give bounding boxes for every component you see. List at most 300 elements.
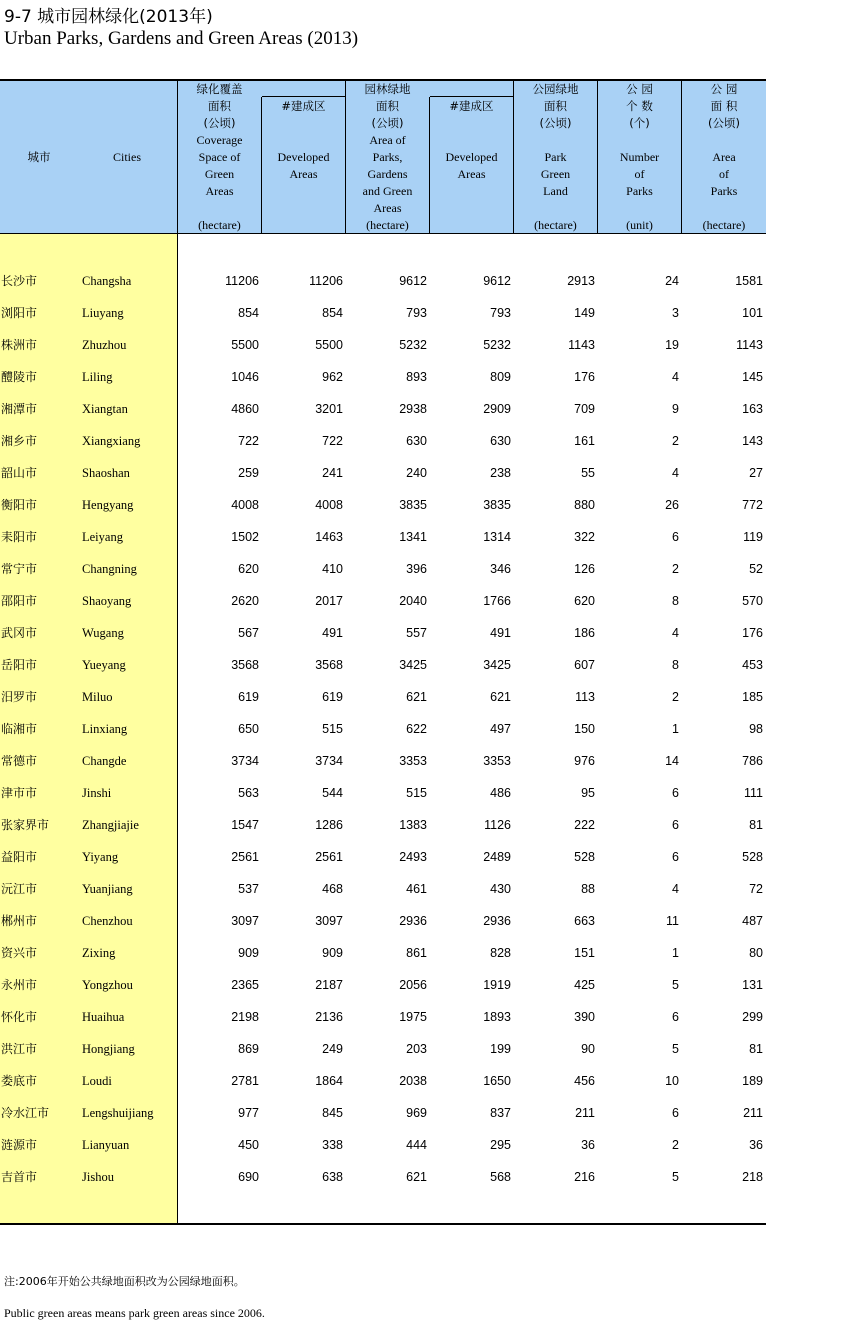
city-name-cn: 韶山市: [1, 466, 38, 480]
table-row: [0, 846, 766, 868]
cell-pgl: 528: [574, 850, 595, 864]
cell-area: 786: [742, 754, 763, 768]
city-name-cn: 邵阳市: [1, 594, 38, 608]
cell-cov-dev: 2187: [315, 978, 343, 992]
header-city-cn: 城市: [27, 150, 51, 164]
cell-cov-dev: 338: [322, 1138, 343, 1152]
cell-num: 6: [672, 786, 679, 800]
city-name-cn: 永州市: [1, 978, 38, 992]
city-name-cn: 洪江市: [1, 1042, 38, 1056]
header-coverage-label: 面积 (公顷) Coverage Space of Green Areas: [196, 99, 243, 198]
city-name-cn: 常德市: [1, 754, 38, 768]
table-row: [0, 270, 766, 292]
cell-park: 621: [406, 690, 427, 704]
city-name-cn: 岳阳市: [1, 658, 38, 672]
cell-park: 630: [406, 434, 427, 448]
cell-area: 131: [742, 978, 763, 992]
city-name-en: Lengshuijiang: [82, 1106, 154, 1120]
cell-park-dev: 295: [490, 1138, 511, 1152]
cell-pgl: 176: [574, 370, 595, 384]
cell-cov-dev: 1864: [315, 1074, 343, 1088]
table-row: [0, 686, 766, 708]
cell-pgl: 607: [574, 658, 595, 672]
cell-park: 622: [406, 722, 427, 736]
cell-num: 1: [672, 722, 679, 736]
city-name-en: Liuyang: [82, 306, 124, 320]
cell-area: 27: [749, 466, 763, 480]
cell-pgl: 150: [574, 722, 595, 736]
cell-park: 893: [406, 370, 427, 384]
city-name-en: Liling: [82, 370, 113, 384]
city-name-cn: 湘潭市: [1, 402, 38, 416]
city-name-en: Xiangxiang: [82, 434, 141, 448]
cell-pgl: 161: [574, 434, 595, 448]
table-row: [0, 782, 766, 804]
page-title-en: Urban Parks, Gardens and Green Areas (2013): [4, 28, 359, 49]
cell-cov: 2198: [231, 1010, 259, 1024]
cell-num: 8: [672, 594, 679, 608]
cell-park-dev: 630: [490, 434, 511, 448]
cell-cov-dev: 854: [322, 306, 343, 320]
cell-park-dev: 9612: [483, 274, 511, 288]
cell-park-dev: 1919: [483, 978, 511, 992]
city-name-cn: 株洲市: [1, 338, 38, 352]
cell-num: 8: [672, 658, 679, 672]
cell-park-dev: 3425: [483, 658, 511, 672]
cell-cov: 537: [238, 882, 259, 896]
cell-pgl: 425: [574, 978, 595, 992]
table-row: [0, 1102, 766, 1124]
city-name-en: Yuanjiang: [82, 882, 133, 896]
cell-cov-dev: 619: [322, 690, 343, 704]
table-row: [0, 462, 766, 484]
header-parks-group: 园林绿地: [364, 82, 411, 96]
header-area-of-parks: 公 园 面 积 (公顷) Area of Parks: [708, 82, 740, 198]
city-name-en: Hongjiang: [82, 1042, 135, 1056]
city-name-cn: 长沙市: [1, 274, 38, 288]
city-name-cn: 临湘市: [1, 722, 38, 736]
cell-cov-dev: 2136: [315, 1010, 343, 1024]
cell-cov-dev: 638: [322, 1170, 343, 1184]
cell-cov-dev: 3734: [315, 754, 343, 768]
cell-park: 2938: [399, 402, 427, 416]
cell-pgl: 149: [574, 306, 595, 320]
table-row: [0, 1006, 766, 1028]
header-number-of-parks: 公 园 个 数 (个) Number of Parks: [619, 82, 660, 198]
city-name-en: Changde: [82, 754, 127, 768]
cell-park-dev: 491: [490, 626, 511, 640]
cell-cov: 3734: [231, 754, 259, 768]
cell-pgl: 151: [574, 946, 595, 960]
cell-area: 570: [742, 594, 763, 608]
cell-num: 4: [672, 626, 679, 640]
header-parks-unit: (hectare): [366, 218, 409, 232]
table-row: [0, 302, 766, 324]
city-name-en: Chenzhou: [82, 914, 133, 928]
cell-park-dev: 1766: [483, 594, 511, 608]
cell-pgl: 709: [574, 402, 595, 416]
cell-pgl: 126: [574, 562, 595, 576]
table-row: [0, 622, 766, 644]
cell-park: 3353: [399, 754, 427, 768]
cell-cov: 2561: [231, 850, 259, 864]
cell-cov: 869: [238, 1042, 259, 1056]
city-name-en: Zixing: [82, 946, 116, 960]
city-name-en: Shaoyang: [82, 594, 132, 608]
cell-cov: 3568: [231, 658, 259, 672]
city-name-en: Jishou: [82, 1170, 114, 1184]
cell-park-dev: 1314: [483, 530, 511, 544]
city-name-cn: 沅江市: [1, 882, 38, 896]
cell-num: 2: [672, 562, 679, 576]
city-name-en: Wugang: [82, 626, 124, 640]
cell-pgl: 186: [574, 626, 595, 640]
cell-cov-dev: 1463: [315, 530, 343, 544]
cell-num: 2: [672, 434, 679, 448]
cell-pgl: 36: [581, 1138, 595, 1152]
cell-park-dev: 793: [490, 306, 511, 320]
cell-cov: 690: [238, 1170, 259, 1184]
cell-area: 143: [742, 434, 763, 448]
cell-pgl: 211: [575, 1106, 595, 1120]
header-developed-1: #建成区 Developed Areas: [277, 99, 330, 181]
cell-park-dev: 2909: [483, 402, 511, 416]
cell-num: 2: [672, 690, 679, 704]
cell-pgl: 95: [581, 786, 595, 800]
header-area-of-parks-unit: (hectare): [702, 218, 746, 232]
city-name-cn: 吉首市: [1, 1170, 38, 1184]
city-name-cn: 衡阳市: [1, 498, 38, 512]
city-name-cn: 津市市: [1, 786, 38, 800]
table-row: [0, 1070, 766, 1092]
cell-num: 3: [672, 306, 679, 320]
cell-area: 52: [749, 562, 763, 576]
city-name-en: Yongzhou: [82, 978, 133, 992]
cell-area: 163: [742, 402, 763, 416]
cell-pgl: 222: [574, 818, 595, 832]
cell-num: 2: [672, 1138, 679, 1152]
cell-num: 24: [665, 274, 679, 288]
cell-cov: 2365: [231, 978, 259, 992]
cell-cov: 909: [238, 946, 259, 960]
cell-area: 81: [749, 1042, 763, 1056]
city-name-en: Xiangtan: [82, 402, 128, 416]
table-bottom-rule: [0, 1223, 766, 1225]
table-row: [0, 942, 766, 964]
header-parks-label: 面积 (公顷) Area of Parks, Gardens and Green Areas: [362, 99, 413, 215]
table-row: [0, 878, 766, 900]
header-park-green-land: 公园绿地 面积 (公顷) Park Green Land: [532, 82, 579, 198]
cell-pgl: 216: [574, 1170, 595, 1184]
cell-cov: 4008: [231, 498, 259, 512]
cell-area: 36: [749, 1138, 763, 1152]
city-name-en: Yiyang: [82, 850, 119, 864]
cell-park-dev: 1650: [483, 1074, 511, 1088]
city-name-cn: 耒阳市: [1, 530, 38, 544]
cell-area: 211: [743, 1106, 763, 1120]
cell-num: 5: [672, 1170, 679, 1184]
city-name-en: Loudi: [82, 1074, 112, 1088]
cell-num: 11: [666, 914, 679, 928]
cell-park: 461: [406, 882, 427, 896]
cell-park: 203: [406, 1042, 427, 1056]
city-name-en: Leiyang: [82, 530, 123, 544]
cell-park-dev: 199: [490, 1042, 511, 1056]
cell-park-dev: 809: [490, 370, 511, 384]
cell-cov-dev: 909: [322, 946, 343, 960]
cell-park-dev: 1893: [483, 1010, 511, 1024]
table-row: [0, 558, 766, 580]
cell-pgl: 1143: [568, 338, 595, 352]
cell-park: 2936: [399, 914, 427, 928]
cell-park: 2056: [399, 978, 427, 992]
cell-park: 9612: [399, 274, 427, 288]
cell-cov-dev: 3097: [315, 914, 343, 928]
cell-cov-dev: 468: [322, 882, 343, 896]
cell-cov-dev: 249: [322, 1042, 343, 1056]
cell-area: 145: [742, 370, 763, 384]
cell-park-dev: 568: [490, 1170, 511, 1184]
cell-cov: 722: [238, 434, 259, 448]
header-city-en: Cities: [112, 150, 141, 164]
cell-park-dev: 2489: [483, 850, 511, 864]
cell-park: 5232: [399, 338, 427, 352]
table-row: [0, 1166, 766, 1188]
cell-num: 6: [672, 530, 679, 544]
cell-num: 14: [665, 754, 679, 768]
city-name-cn: 湘乡市: [1, 434, 38, 448]
cell-park-dev: 5232: [483, 338, 511, 352]
cell-park: 2038: [399, 1074, 427, 1088]
cell-area: 218: [742, 1170, 763, 1184]
cell-pgl: 663: [574, 914, 595, 928]
cell-park: 2040: [399, 594, 427, 608]
city-name-cn: 张家界市: [1, 818, 50, 832]
city-name-en: Hengyang: [82, 498, 134, 512]
cell-cov-dev: 491: [322, 626, 343, 640]
cell-pgl: 390: [574, 1010, 595, 1024]
table-row: [0, 494, 766, 516]
cell-cov-dev: 1286: [315, 818, 343, 832]
table-row: [0, 1038, 766, 1060]
cell-park-dev: 3353: [483, 754, 511, 768]
cell-cov-dev: 544: [322, 786, 343, 800]
cell-pgl: 55: [581, 466, 595, 480]
table-row: [0, 814, 766, 836]
cell-area: 98: [749, 722, 763, 736]
city-name-en: Changsha: [82, 274, 132, 288]
cell-area: 176: [742, 626, 763, 640]
cell-pgl: 456: [574, 1074, 595, 1088]
cell-cov-dev: 2561: [315, 850, 343, 864]
cell-cov-dev: 11206: [309, 274, 343, 288]
subheader-rule: [262, 96, 345, 97]
table-row: [0, 430, 766, 452]
header-number-of-parks-unit: (unit): [626, 218, 653, 232]
footnote-cn: 注:2006年开始公共绿地面积改为公园绿地面积。: [4, 1275, 245, 1288]
city-name-en: Miluo: [82, 690, 113, 704]
cell-num: 4: [672, 370, 679, 384]
city-name-en: Zhuzhou: [82, 338, 127, 352]
cell-park-dev: 497: [490, 722, 511, 736]
cell-park: 3425: [399, 658, 427, 672]
cell-park: 861: [406, 946, 427, 960]
cell-pgl: 620: [574, 594, 595, 608]
cell-park: 621: [406, 1170, 427, 1184]
cell-pgl: 976: [574, 754, 595, 768]
city-name-en: Linxiang: [82, 722, 128, 736]
cell-cov: 450: [238, 1138, 259, 1152]
city-name-cn: 娄底市: [1, 1074, 38, 1088]
cell-park: 2493: [399, 850, 427, 864]
cell-area: 487: [742, 914, 763, 928]
city-name-cn: 醴陵市: [1, 370, 38, 384]
cell-num: 4: [672, 466, 679, 480]
cell-num: 6: [672, 1010, 679, 1024]
table-row: [0, 334, 766, 356]
footnote-en: Public green areas means park green areas since 2006.: [4, 1306, 265, 1320]
cell-cov-dev: 2017: [315, 594, 343, 608]
cell-cov: 11206: [225, 274, 259, 288]
cell-park: 396: [406, 562, 427, 576]
cell-park-dev: 828: [490, 946, 511, 960]
cell-park-dev: 430: [490, 882, 511, 896]
cell-cov: 620: [238, 562, 259, 576]
city-name-en: Zhangjiajie: [82, 818, 139, 832]
cell-park-dev: 621: [490, 690, 511, 704]
cell-cov: 650: [238, 722, 259, 736]
cell-cov-dev: 845: [322, 1106, 343, 1120]
cell-park-dev: 346: [490, 562, 511, 576]
cell-cov-dev: 3201: [315, 402, 343, 416]
cell-cov: 1547: [231, 818, 259, 832]
cell-park: 1341: [399, 530, 427, 544]
city-name-cn: 浏阳市: [1, 306, 38, 320]
city-name-en: Yueyang: [82, 658, 126, 672]
city-name-cn: 汨罗市: [1, 690, 38, 704]
cell-park: 240: [406, 466, 427, 480]
cell-park: 557: [406, 626, 427, 640]
cell-park: 1383: [399, 818, 427, 832]
table-row: [0, 398, 766, 420]
table-row: [0, 590, 766, 612]
cell-cov: 5500: [231, 338, 259, 352]
table-row: [0, 654, 766, 676]
cell-cov: 854: [238, 306, 259, 320]
cell-cov: 563: [238, 786, 259, 800]
cell-area: 528: [742, 850, 763, 864]
cell-area: 80: [749, 946, 763, 960]
cell-pgl: 90: [581, 1042, 595, 1056]
table-row: [0, 366, 766, 388]
cell-park-dev: 486: [490, 786, 511, 800]
city-name-en: Shaoshan: [82, 466, 130, 480]
cell-num: 19: [665, 338, 679, 352]
cell-area: 185: [742, 690, 763, 704]
cell-cov: 259: [238, 466, 259, 480]
cell-park: 969: [406, 1106, 427, 1120]
city-name-cn: 涟源市: [1, 1138, 38, 1152]
cell-park-dev: 2936: [483, 914, 511, 928]
cell-num: 10: [665, 1074, 679, 1088]
city-name-cn: 常宁市: [1, 562, 38, 576]
cell-park: 3835: [399, 498, 427, 512]
cell-cov: 1046: [231, 370, 259, 384]
cell-num: 6: [672, 818, 679, 832]
city-name-en: Huaihua: [82, 1010, 125, 1024]
city-name-cn: 郴州市: [1, 914, 38, 928]
cell-park: 515: [406, 786, 427, 800]
cell-num: 5: [672, 1042, 679, 1056]
cell-cov: 3097: [231, 914, 259, 928]
cell-area: 1581: [735, 274, 763, 288]
city-name-cn: 冷水江市: [1, 1106, 50, 1120]
city-name-cn: 益阳市: [1, 850, 38, 864]
cell-area: 101: [742, 306, 763, 320]
table-row: [0, 718, 766, 740]
cell-park-dev: 238: [490, 466, 511, 480]
cell-park: 1975: [399, 1010, 427, 1024]
city-name-en: Lianyuan: [82, 1138, 130, 1152]
cell-cov: 619: [238, 690, 259, 704]
cell-area: 189: [742, 1074, 763, 1088]
cell-park-dev: 1126: [484, 818, 511, 832]
cell-num: 6: [672, 1106, 679, 1120]
cell-pgl: 113: [575, 690, 595, 704]
cell-num: 1: [672, 946, 679, 960]
cell-park: 444: [406, 1138, 427, 1152]
cell-pgl: 880: [574, 498, 595, 512]
cell-cov-dev: 4008: [315, 498, 343, 512]
cell-area: 1143: [736, 338, 763, 352]
table-row: [0, 1134, 766, 1156]
cell-area: 119: [743, 530, 763, 544]
cell-num: 9: [672, 402, 679, 416]
page-title-cn: 9-7 城市园林绿化(2013年): [4, 7, 213, 27]
cell-cov-dev: 3568: [315, 658, 343, 672]
cell-cov: 2781: [231, 1074, 259, 1088]
cell-cov: 977: [238, 1106, 259, 1120]
cell-cov-dev: 722: [322, 434, 343, 448]
cell-park-dev: 837: [490, 1106, 511, 1120]
cell-pgl: 322: [574, 530, 595, 544]
cell-cov-dev: 5500: [315, 338, 343, 352]
cell-park-dev: 3835: [483, 498, 511, 512]
cell-area: 772: [742, 498, 763, 512]
cell-num: 4: [672, 882, 679, 896]
table-row: [0, 910, 766, 932]
city-name-en: Jinshi: [82, 786, 112, 800]
cell-park: 793: [406, 306, 427, 320]
cell-cov: 2620: [231, 594, 259, 608]
cell-cov: 4860: [231, 402, 259, 416]
cell-cov-dev: 241: [322, 466, 343, 480]
city-name-cn: 武冈市: [1, 626, 38, 640]
cell-num: 6: [672, 850, 679, 864]
cell-area: 453: [742, 658, 763, 672]
header-coverage-group: 绿化覆盖: [196, 82, 243, 96]
table-row: [0, 526, 766, 548]
header-developed-2: #建成区 Developed Areas: [445, 99, 498, 181]
cell-area: 111: [743, 786, 763, 800]
city-name-cn: 怀化市: [1, 1010, 38, 1024]
cell-area: 72: [749, 882, 763, 896]
cell-cov: 567: [238, 626, 259, 640]
table-row: [0, 974, 766, 996]
cell-pgl: 88: [581, 882, 595, 896]
cell-cov-dev: 962: [322, 370, 343, 384]
cell-cov: 1502: [231, 530, 259, 544]
